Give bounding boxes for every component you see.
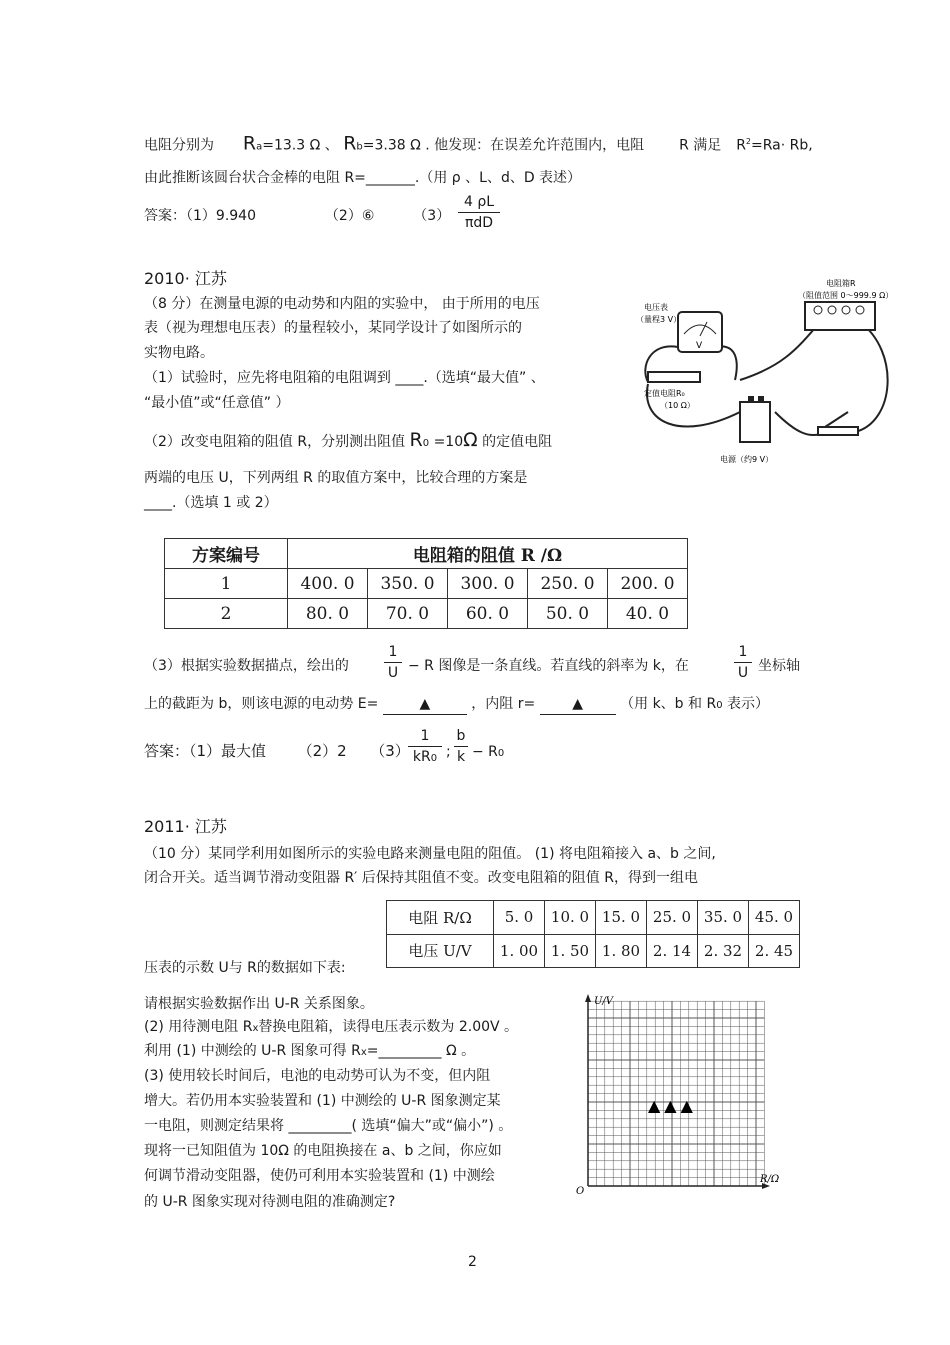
circuit-diagram: [620, 272, 900, 472]
fixed-resistor-label: 定值电阻R₀: [644, 389, 685, 398]
q2010-line-2: 表（视为理想电压表）的量程较小，某同学设计了如图所示的: [144, 320, 522, 336]
q2010-line-8: ____.（选填 1 或 2）: [144, 495, 278, 511]
y-axis-arrow-icon: [585, 994, 591, 1002]
table-header-scheme: 方案编号: [165, 539, 288, 569]
table-row: [387, 901, 800, 935]
table-cell: 45. 0: [749, 901, 800, 935]
table-cell: 25. 0: [647, 901, 698, 935]
q2010-line-6: （2）改变电阻箱的阻值 R，分别测出阻值 R0 =10Ω 的定值电阻: [144, 429, 553, 451]
table-cell: 电阻 R/Ω: [387, 901, 494, 935]
answer-fraction-1: 4 ρL πdD: [458, 194, 500, 231]
table-cell: 10. 0: [545, 901, 596, 935]
table-cell: 5. 0: [494, 901, 545, 935]
q2010-line-5: “最小值”或“任意值” ）: [144, 395, 290, 411]
table-header-resistance: 电阻箱的阻值 R /Ω: [288, 539, 688, 569]
table-cell: 2. 45: [749, 934, 800, 968]
table-cell: 35. 0: [698, 901, 749, 935]
table-cell: 200. 0: [608, 569, 688, 599]
q2010-q3-answer-line: 上的截距为 b，则该电源的电动势 E= ▲ ，内阻 r= ▲ （用 k、b 和 R0 表示）: [144, 694, 769, 716]
resistance-box-range-label: （阻值范围 0～999.9 Ω）: [798, 291, 894, 300]
resistance-voltage-table: [386, 900, 800, 968]
q2010-line-3: 实物电路。: [144, 345, 214, 361]
table-cell: 15. 0: [596, 901, 647, 935]
answer-line-1: 答案：（1）9.940 （2）⑥ （3）: [144, 208, 451, 224]
voltmeter-letter: V: [696, 341, 703, 351]
table-row: [165, 569, 688, 599]
table-cell: 2: [165, 599, 288, 629]
table-cell: 1. 00: [494, 934, 545, 968]
q2011-line-10: 现将一已知阻值为 10Ω 的电阻换接在 a、b 之间，你应如: [144, 1143, 502, 1159]
table-cell: 400. 0: [288, 569, 368, 599]
q2011-line-4: 请根据实验数据作出 U-R 关系图象。: [144, 996, 374, 1012]
answer-line-2010: 答案：（1）最大值 （2）2 （3）: [144, 742, 410, 760]
q2011-line-7: (3) 使用较长时间后，电池的电动势可认为不变，但内阻: [144, 1068, 491, 1084]
x-axis-label: R/Ω: [760, 1174, 780, 1185]
q2011-line-11: 何调节滑动变阻器，使仍可利用本实验装置和 (1) 中测绘: [144, 1168, 495, 1184]
section-heading-2010: 2010· 江苏: [144, 269, 227, 288]
q2011-line-2: 闭合开关。适当调节滑动变阻器 R′ 后保持其阻值不变。改变电阻箱的阻值 R，得到一组电: [144, 870, 698, 886]
q2011-line-5: (2) 用待测电阻 Rx替换电阻箱，读得电压表示数为 2.00V 。: [144, 1019, 519, 1035]
table-cell: 2. 14: [647, 934, 698, 968]
page-number: 2: [468, 1254, 477, 1270]
table-cell: 1. 50: [545, 934, 596, 968]
table-cell: 电压 U/V: [387, 934, 494, 968]
q2010-line-4: （1）试验时，应先将电阻箱的电阻调到 ____.（选填“最大值” 、: [144, 370, 545, 386]
table-cell: 40. 0: [608, 599, 688, 629]
emf-blank: ▲: [383, 694, 467, 715]
table-cell: 1. 80: [596, 934, 647, 968]
u-r-graph: [570, 990, 800, 1200]
para-resistance-formula-line: 由此推断该圆台状合金棒的电阻 R=_______.（用 ρ 、L、d、D 表述）: [144, 170, 582, 186]
q2010-q3-part-a: （3）根据实验数据描点，绘出的: [144, 658, 349, 674]
q2010-q3-part-b: − R 图像是一条直线。若直线的斜率为 k，在: [408, 658, 689, 674]
q2011-line-6: 利用 (1) 中测绘的 U-R 图象可得 Rx=_________ Ω 。: [144, 1043, 476, 1059]
origin-label: O: [576, 1186, 585, 1197]
table-cell: 2. 32: [698, 934, 749, 968]
table-cell: 300. 0: [448, 569, 528, 599]
q2011-line-12: 的 U-R 图象实现对待测电阻的准确测定?: [144, 1194, 396, 1210]
answer-separator: ;: [446, 744, 451, 760]
table-row: [387, 934, 800, 968]
table-cell: 80. 0: [288, 599, 368, 629]
table-cell: 350. 0: [368, 569, 448, 599]
voltmeter-range-label: （量程3 V）: [636, 315, 682, 324]
q2010-line-7: 两端的电压 U，下列两组 R 的取值方案中，比较合理的方案是: [144, 470, 528, 486]
answer-tail: − R0: [472, 744, 505, 760]
y-axis-label: U/V: [594, 996, 614, 1007]
voltmeter-label: 电压表: [644, 303, 668, 312]
power-source-label: 电源（约9 V）: [720, 455, 774, 464]
q2011-line-9: 一电阻，则测定结果将 _________( 选填“偏大”或“偏小”) 。: [144, 1118, 513, 1134]
q2011-line-1: （10 分）某同学利用如图所示的实验电路来测量电阻的阻值。 (1) 将电阻箱接入 a、b 之间,: [144, 846, 716, 862]
table-cell: 1: [165, 569, 288, 599]
fixed-resistor-value-label: （10 Ω）: [660, 401, 695, 410]
table-cell: 250. 0: [528, 569, 608, 599]
answer-fraction-1-over-kr0: 1 kR0: [408, 728, 442, 765]
table-cell: 70. 0: [368, 599, 448, 629]
internal-resistance-blank: ▲: [540, 694, 616, 715]
fraction-1-over-u-axis: 1 U: [734, 644, 752, 681]
answer-fraction-b-over-k: b k: [454, 728, 468, 765]
resistance-scheme-table: [164, 538, 688, 629]
fraction-1-over-u: 1 U: [384, 644, 402, 681]
q2010-line-1: （8 分）在测量电源的电动势和内阻的实验中， 由于所用的电压: [144, 296, 540, 312]
table-row: [165, 599, 688, 629]
graph-marks: ▲▲▲: [648, 1096, 697, 1115]
q2010-q3-part-c: 坐标轴: [758, 658, 800, 674]
graph-grid: [588, 1001, 764, 1186]
table-cell: 60. 0: [448, 599, 528, 629]
resistance-box-label: 电阻箱R: [826, 279, 856, 288]
q2011-line-8: 增大。若仍用本实验装置和 (1) 中测绘的 U-R 图象测定某: [144, 1093, 501, 1109]
para-resistance-line: 电阻分别为 Ra=13.3 Ω 、 Rb=3.38 Ω . 他发现：在误差允许范围内，电阻 R 满足 $R^2=Ra\cdot Rb$,: [144, 132, 813, 155]
section-heading-2011: 2011· 江苏: [144, 817, 227, 836]
table-cell: 50. 0: [528, 599, 608, 629]
q2011-line-3: 压表的示数 U与 R的数据如下表:: [144, 960, 346, 976]
